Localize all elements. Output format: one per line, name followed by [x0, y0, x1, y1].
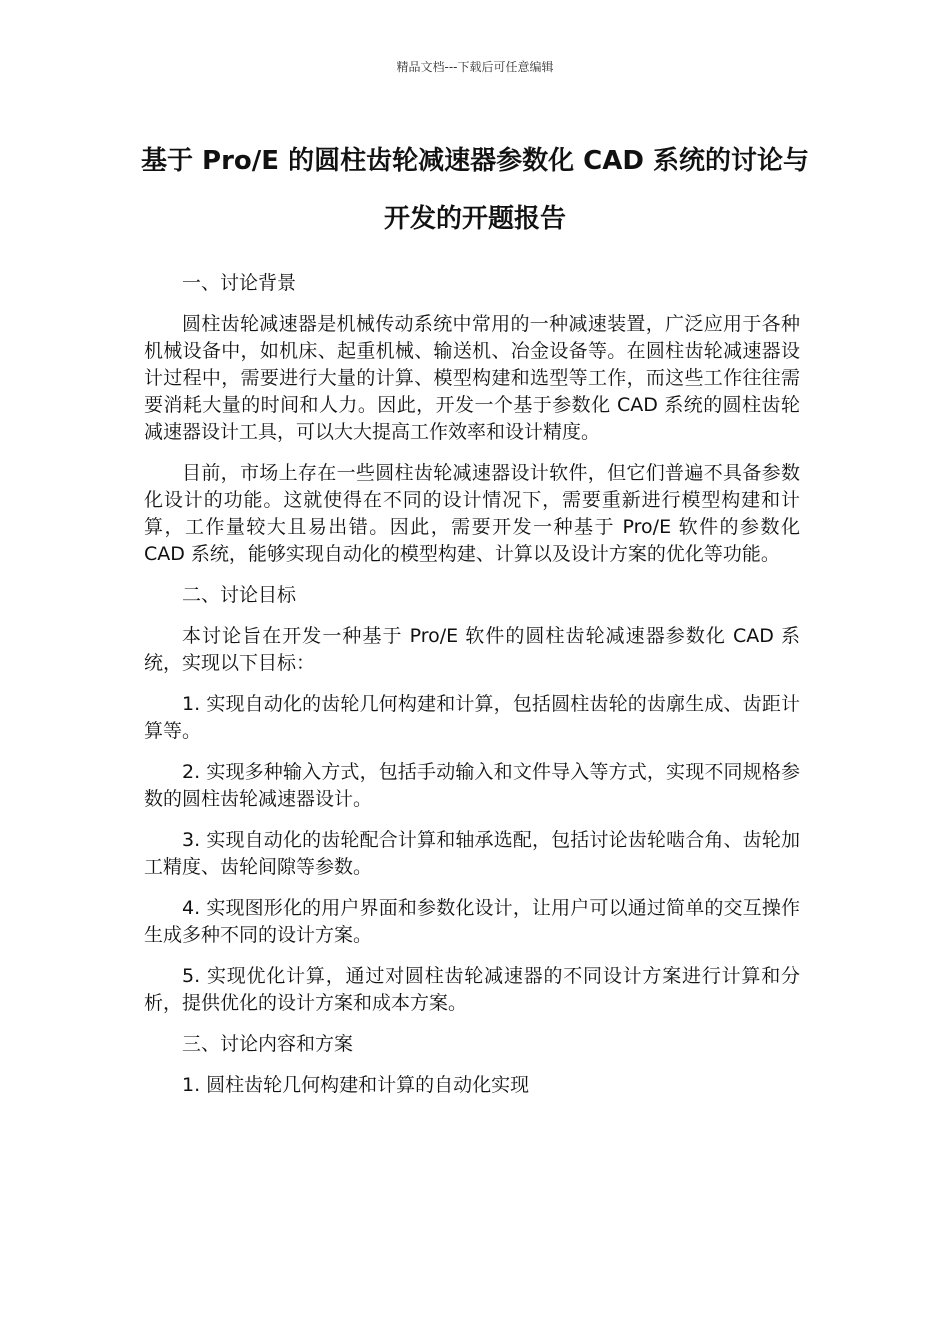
subsection-heading-1: 1. 圆柱齿轮几何构建和计算的自动化实现: [182, 1074, 530, 1096]
goal-item-2: 2. 实现多种输入方式，包括手动输入和文件导入等方式，实现不同规格参数的圆柱齿轮减速器设计。: [144, 761, 800, 810]
section-heading-background: 一、讨论背景: [182, 272, 297, 294]
goal-item-1: 1. 实现自动化的齿轮几何构建和计算，包括圆柱齿轮的齿廓生成、齿距计算等。: [144, 693, 800, 742]
document-body: [144, 270, 800, 1113]
section-heading-goals: 二、讨论目标: [182, 584, 297, 606]
page-header-note: 精品文档---下载后可任意编辑: [396, 60, 554, 74]
goal-item-4: 4. 实现图形化的用户界面和参数化设计，让用户可以通过简单的交互操作生成多种不同的设计方案。: [144, 897, 800, 946]
document-title: 基于 Pro/E 的圆柱齿轮减速器参数化 CAD 系统的讨论与开发的开题报告: [141, 146, 809, 234]
goal-item-3: 3. 实现自动化的齿轮配合计算和轴承选配，包括讨论齿轮啮合角、齿轮加工精度、齿轮间隙等参数。: [144, 829, 800, 878]
section-heading-content: 三、讨论内容和方案: [182, 1033, 354, 1055]
goal-item-5: 5. 实现优化计算，通过对圆柱齿轮减速器的不同设计方案进行计算和分析，提供优化的设计方案和成本方案。: [144, 965, 800, 1014]
paragraph-background-1: 圆柱齿轮减速器是机械传动系统中常用的一种减速装置，广泛应用于各种机械设备中，如机床、起重机械、输送机、冶金设备等。在圆柱齿轮减速器设计过程中，需要进行大量的计算、模型构建和选型等工作，而这些工作往往需要消耗大量的时间和人力。因此，开发一个基于参数化 CAD 系统的圆柱齿轮减速器设计工具，可以大大提高工作效率和设计精度。: [144, 313, 800, 443]
paragraph-goals-intro: 本讨论旨在开发一种基于 Pro/E 软件的圆柱齿轮减速器参数化 CAD 系统，实现以下目标：: [144, 625, 800, 674]
paragraph-background-2: 目前，市场上存在一些圆柱齿轮减速器设计软件，但它们普遍不具备参数化设计的功能。这就使得在不同的设计情况下，需要重新进行模型构建和计算，工作量较大且易出错。因此，需要开发一种基于 Pro/E 软件的参数化 CAD 系统，能够实现自动化的模型构建、计算以及设计方案的优化等功能。: [144, 462, 800, 565]
